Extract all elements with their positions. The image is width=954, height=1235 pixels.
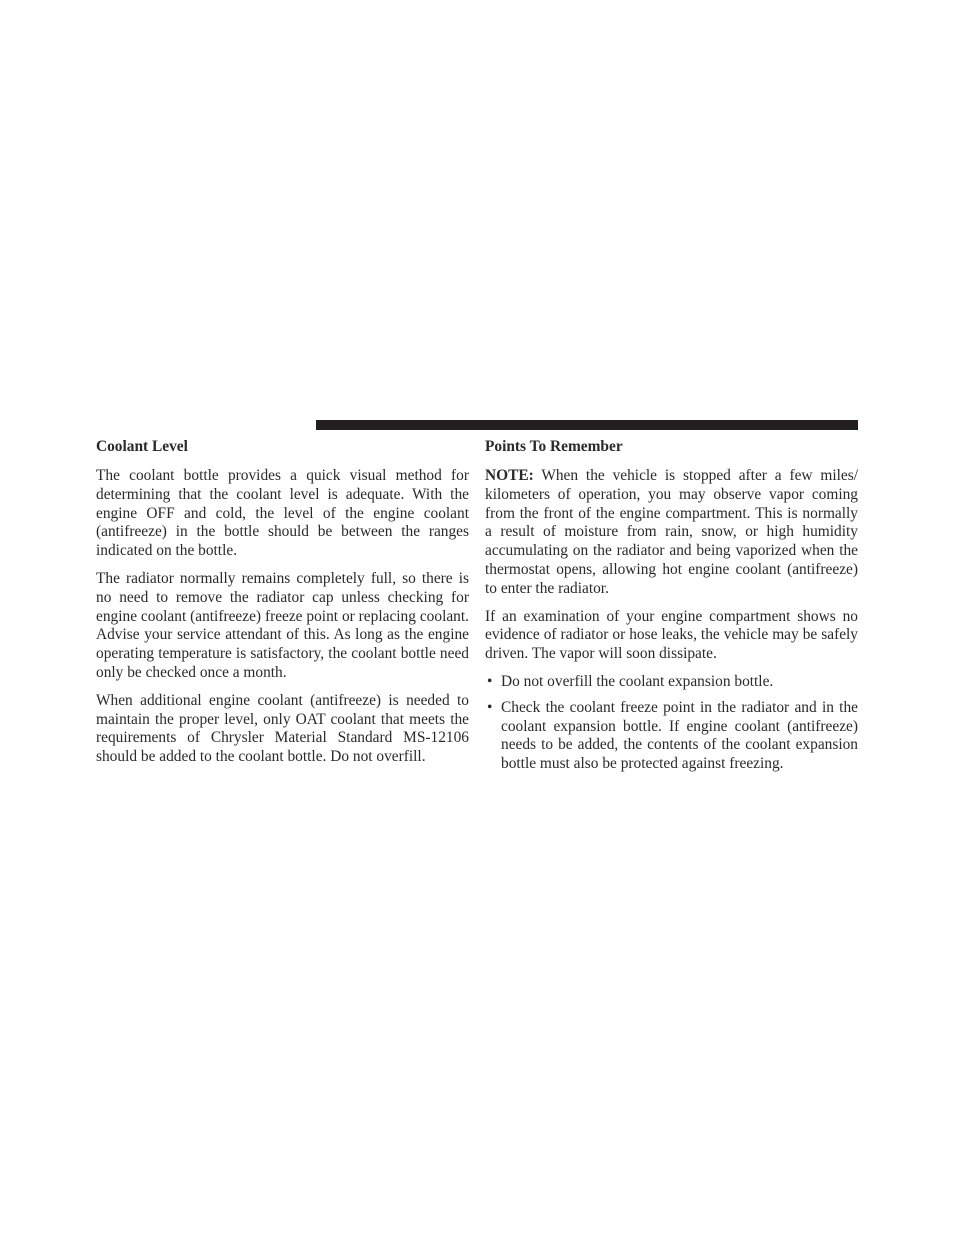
radiator-paragraph: The radiator normally remains completely full, so there is no need to remove the radiator cap unless checking for engine coolant (antifreeze) freeze point or replacing coolant. Advise your service attendant of this. As long as the engine operating temperature is satisfactory, the coolant bottle need only be checked once a month. (96, 569, 469, 681)
left-column (96, 437, 469, 776)
coolant-bottle-paragraph: The coolant bottle provides a quick visual method for determining that the coolant level is adequate. With the engine OFF and cold, the level of the engine coolant (antifreeze) in the bottle should be between the ranges indicated on the bottle. (96, 467, 469, 560)
bullet-icon: • (487, 698, 493, 716)
bullet-text: Check the coolant freeze point in the radiator and in the coolant expansion bottle. If engine coolant (antifreeze) needs to be added, the contents of the coolant expansion bottle must also be protected against freezing. (501, 698, 858, 773)
note-text: When the vehicle is stopped after a few miles/​kilometers of operation, you may observe vapor coming from the front of the engine compartment. This is normally a result of moisture from rain, snow, or high humidity accumulating on the radiator and being vaporized when the thermostat opens, allowing hot engine coolant (antifreeze) to enter the radiator. (485, 467, 858, 597)
bullet-text: Do not overfill the coolant expansion bottle. (501, 672, 774, 690)
coolant-level-heading: Coolant Level (96, 438, 188, 455)
bullet-list (485, 673, 858, 774)
engine-compartment-paragraph: If an examination of your engine compartment shows no evidence of radiator or hose leaks, the vehicle may be safely driven. The vapor will soon dissipate. (485, 607, 858, 663)
note-paragraph (485, 467, 858, 599)
list-item (485, 673, 858, 692)
bullet-icon: • (487, 672, 493, 690)
points-to-remember-heading: Points To Remember (485, 438, 623, 455)
right-column (485, 437, 858, 781)
section-header-rule (316, 420, 858, 430)
list-item (485, 699, 858, 774)
additional-coolant-paragraph: When additional engine coolant (antifreeze) is needed to maintain the proper level, only OAT coolant that meets the requirements of Chrysler Material Standard MS-12106 should be added to the coolant bottle. Do not overfill. (96, 691, 469, 766)
note-label: NOTE: (485, 467, 534, 484)
